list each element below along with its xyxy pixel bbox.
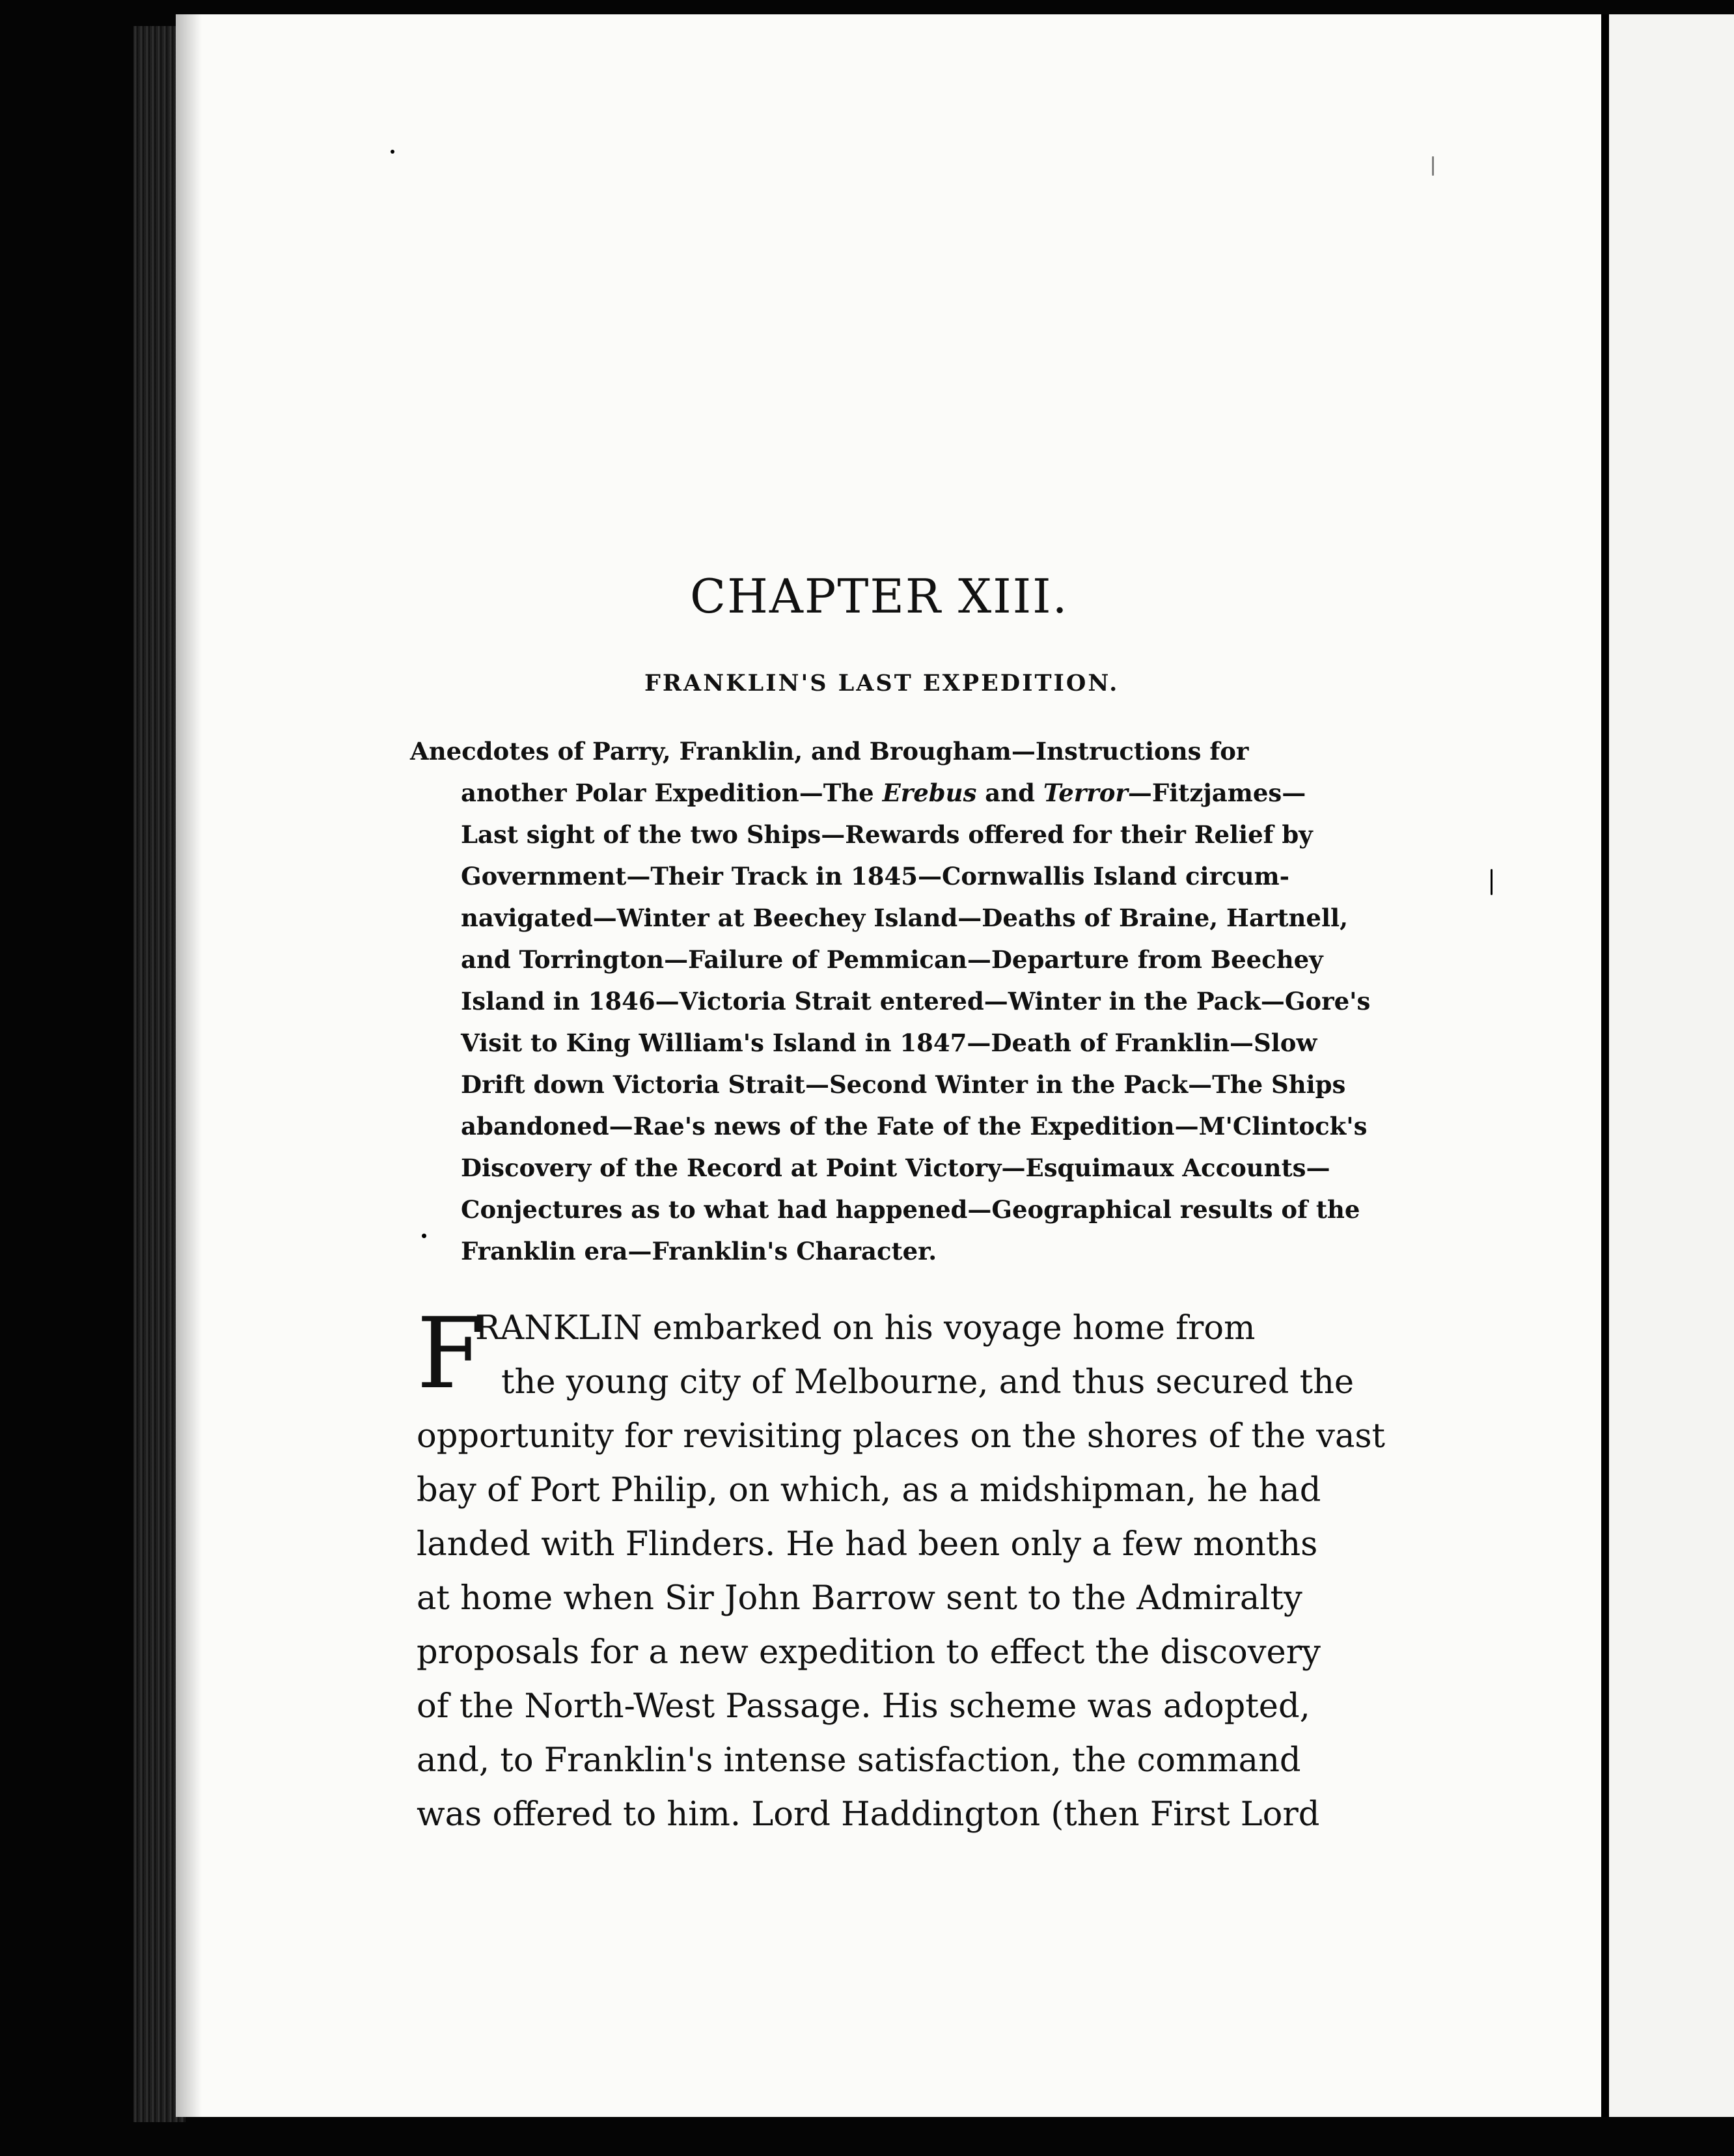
synopsis-line: Government—Their Track in 1845—Cornwallis Island circum- <box>461 862 1290 891</box>
chapter-subtitle: FRANKLIN'S LAST EXPEDITION. <box>644 670 1120 697</box>
body-line: and, to Franklin's intense satisfaction, the command <box>417 1741 1301 1780</box>
synopsis-line: Island in 1846—Victoria Strait entered—Winter in the Pack—Gore's <box>461 987 1371 1016</box>
synopsis-line: Anecdotes of Parry, Franklin, and Brougham—Instructions for <box>410 737 1249 766</box>
body-line: RANKLIN embarked on his voyage home from <box>475 1309 1256 1348</box>
scan-speck <box>391 150 394 154</box>
page-divider <box>1601 14 1609 2117</box>
synopsis-text: and <box>976 779 1043 807</box>
synopsis-line: Drift down Victoria Strait—Second Winter in the Pack—The Ships <box>461 1070 1346 1099</box>
synopsis-line: Visit to King William's Island in 1847—Death of Franklin—Slow <box>461 1029 1317 1057</box>
body-line: bay of Port Philip, on which, as a midshipman, he had <box>417 1471 1321 1510</box>
synopsis-text: —Fitzjames— <box>1127 779 1306 807</box>
body-line: the young city of Melbourne, and thus secured the <box>501 1363 1355 1402</box>
body-line: landed with Flinders. He had been only a few months <box>417 1525 1318 1564</box>
synopsis-line: abandoned—Rae's news of the Fate of the Expedition—M'Clintock's <box>461 1112 1368 1140</box>
synopsis-line: Conjectures as to what had happened—Geographical results of the <box>461 1195 1360 1224</box>
synopsis-line: navigated—Winter at Beechey Island—Deaths of Braine, Hartnell, <box>461 904 1348 932</box>
synopsis-line: Last sight of the two Ships—Rewards offered for their Relief by <box>461 820 1313 849</box>
gutter-shadow <box>176 14 202 2117</box>
ship-name-erebus: Erebus <box>882 779 977 807</box>
body-line: of the North-West Passage. His scheme was adopted, <box>417 1687 1310 1726</box>
synopsis-line <box>461 781 1306 805</box>
synopsis-line: Franklin era—Franklin's Character. <box>461 1237 937 1265</box>
chapter-title: CHAPTER XIII. <box>690 569 1069 624</box>
scan-speck <box>1491 869 1493 895</box>
ship-name-terror: Terror <box>1043 779 1128 807</box>
synopsis-line: Discovery of the Record at Point Victory—Esquimaux Accounts— <box>461 1154 1330 1182</box>
synopsis-text: another Polar Expedition—The <box>461 779 883 807</box>
scan-speck <box>1432 156 1434 176</box>
body-line: at home when Sir John Barrow sent to the Admiralty <box>417 1579 1302 1618</box>
body-line: opportunity for revisiting places on the shores of the vast <box>417 1417 1386 1456</box>
body-line: was offered to him. Lord Haddington (then First Lord <box>417 1795 1320 1834</box>
drop-cap: F <box>417 1297 485 1411</box>
scan-speck <box>422 1234 426 1238</box>
synopsis-line: and Torrington—Failure of Pemmican—Departure from Beechey <box>461 945 1323 974</box>
body-line: proposals for a new expedition to effect the discovery <box>417 1633 1321 1672</box>
adjacent-page-edge <box>1609 14 1734 2117</box>
